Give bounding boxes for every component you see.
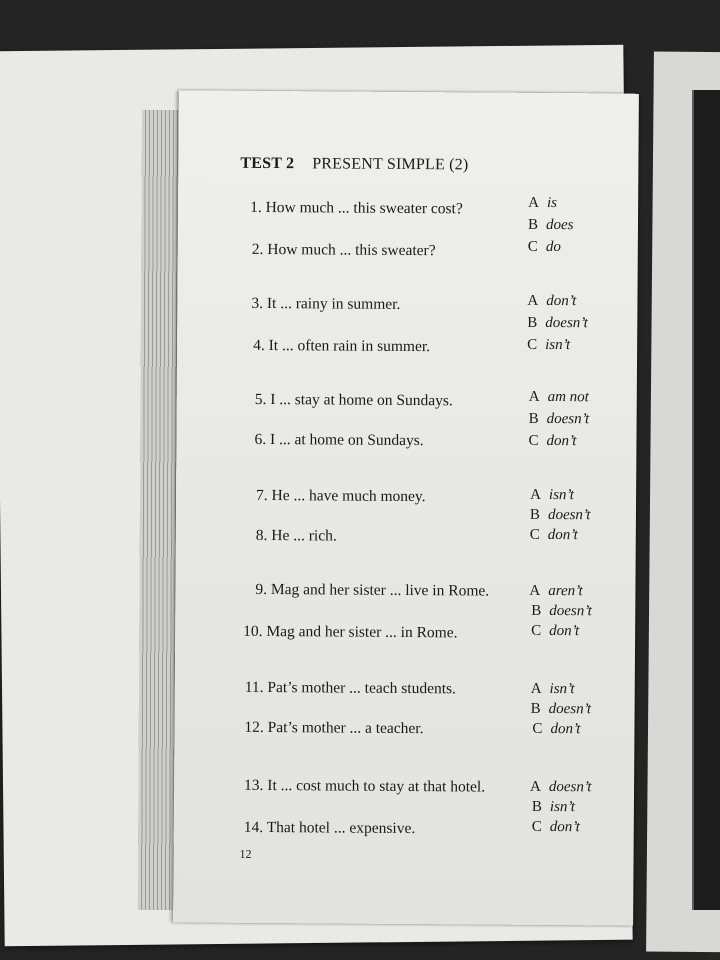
option-a: A am not [528, 388, 589, 406]
question-8: 8. He ... rich. [255, 526, 337, 545]
question-6: 6. I ... at home on Sundays. [254, 430, 424, 450]
question-5: 5. I ... stay at home on Sundays. [254, 390, 453, 410]
question-11: 11. Pat’s mother ... teach students. [244, 678, 457, 698]
option-a: A isn’t [530, 486, 575, 504]
question-10: 10. Mag and her sister ... in Rome. [243, 622, 458, 642]
option-c: C isn’t [527, 336, 571, 354]
option-a: A aren’t [529, 582, 583, 600]
option-b: B doesn’t [528, 410, 590, 428]
option-b: B doesn’t [527, 314, 588, 332]
option-c: C don’t [531, 622, 580, 640]
option-a: A is [528, 194, 558, 212]
question-14: 14. That hotel ... expensive. [243, 818, 416, 838]
option-a: A don’t [527, 292, 577, 310]
option-b: B does [527, 216, 574, 234]
question-1: 1. How much ... this sweater cost? [250, 198, 463, 218]
question-4: 4. It ... often rain in summer. [253, 336, 431, 356]
option-a: A doesn’t [530, 778, 592, 796]
question-2: 2. How much ... this sweater? [251, 240, 436, 260]
page-number: 12 [239, 846, 252, 861]
question-7: 7. He ... have much money. [256, 486, 426, 506]
option-c: C don’t [532, 720, 581, 738]
option-b: B isn’t [531, 798, 576, 816]
question-13: 13. It ... cost much to stay at that hotel. [244, 776, 486, 796]
question-9: 9. Mag and her sister ... live in Rome. [255, 580, 490, 600]
option-a: A isn’t [530, 680, 575, 698]
option-c: C do [527, 238, 561, 256]
option-b: B doesn’t [531, 602, 592, 620]
option-b: B doesn’t [530, 700, 592, 718]
option-c: C don’t [531, 818, 580, 836]
test-number: TEST 2 [240, 154, 295, 173]
page-title [240, 155, 468, 175]
question-3: 3. It ... rainy in summer. [251, 294, 401, 313]
test-title: PRESENT SIMPLE (2) [312, 155, 469, 174]
worksheet-page [173, 90, 639, 925]
option-b: B doesn’t [529, 506, 591, 524]
question-12: 12. Pat’s mother ... a teacher. [244, 718, 424, 738]
option-c: C don’t [529, 526, 578, 544]
option-c: C don’t [528, 432, 577, 450]
adjacent-page-binding [692, 90, 720, 910]
